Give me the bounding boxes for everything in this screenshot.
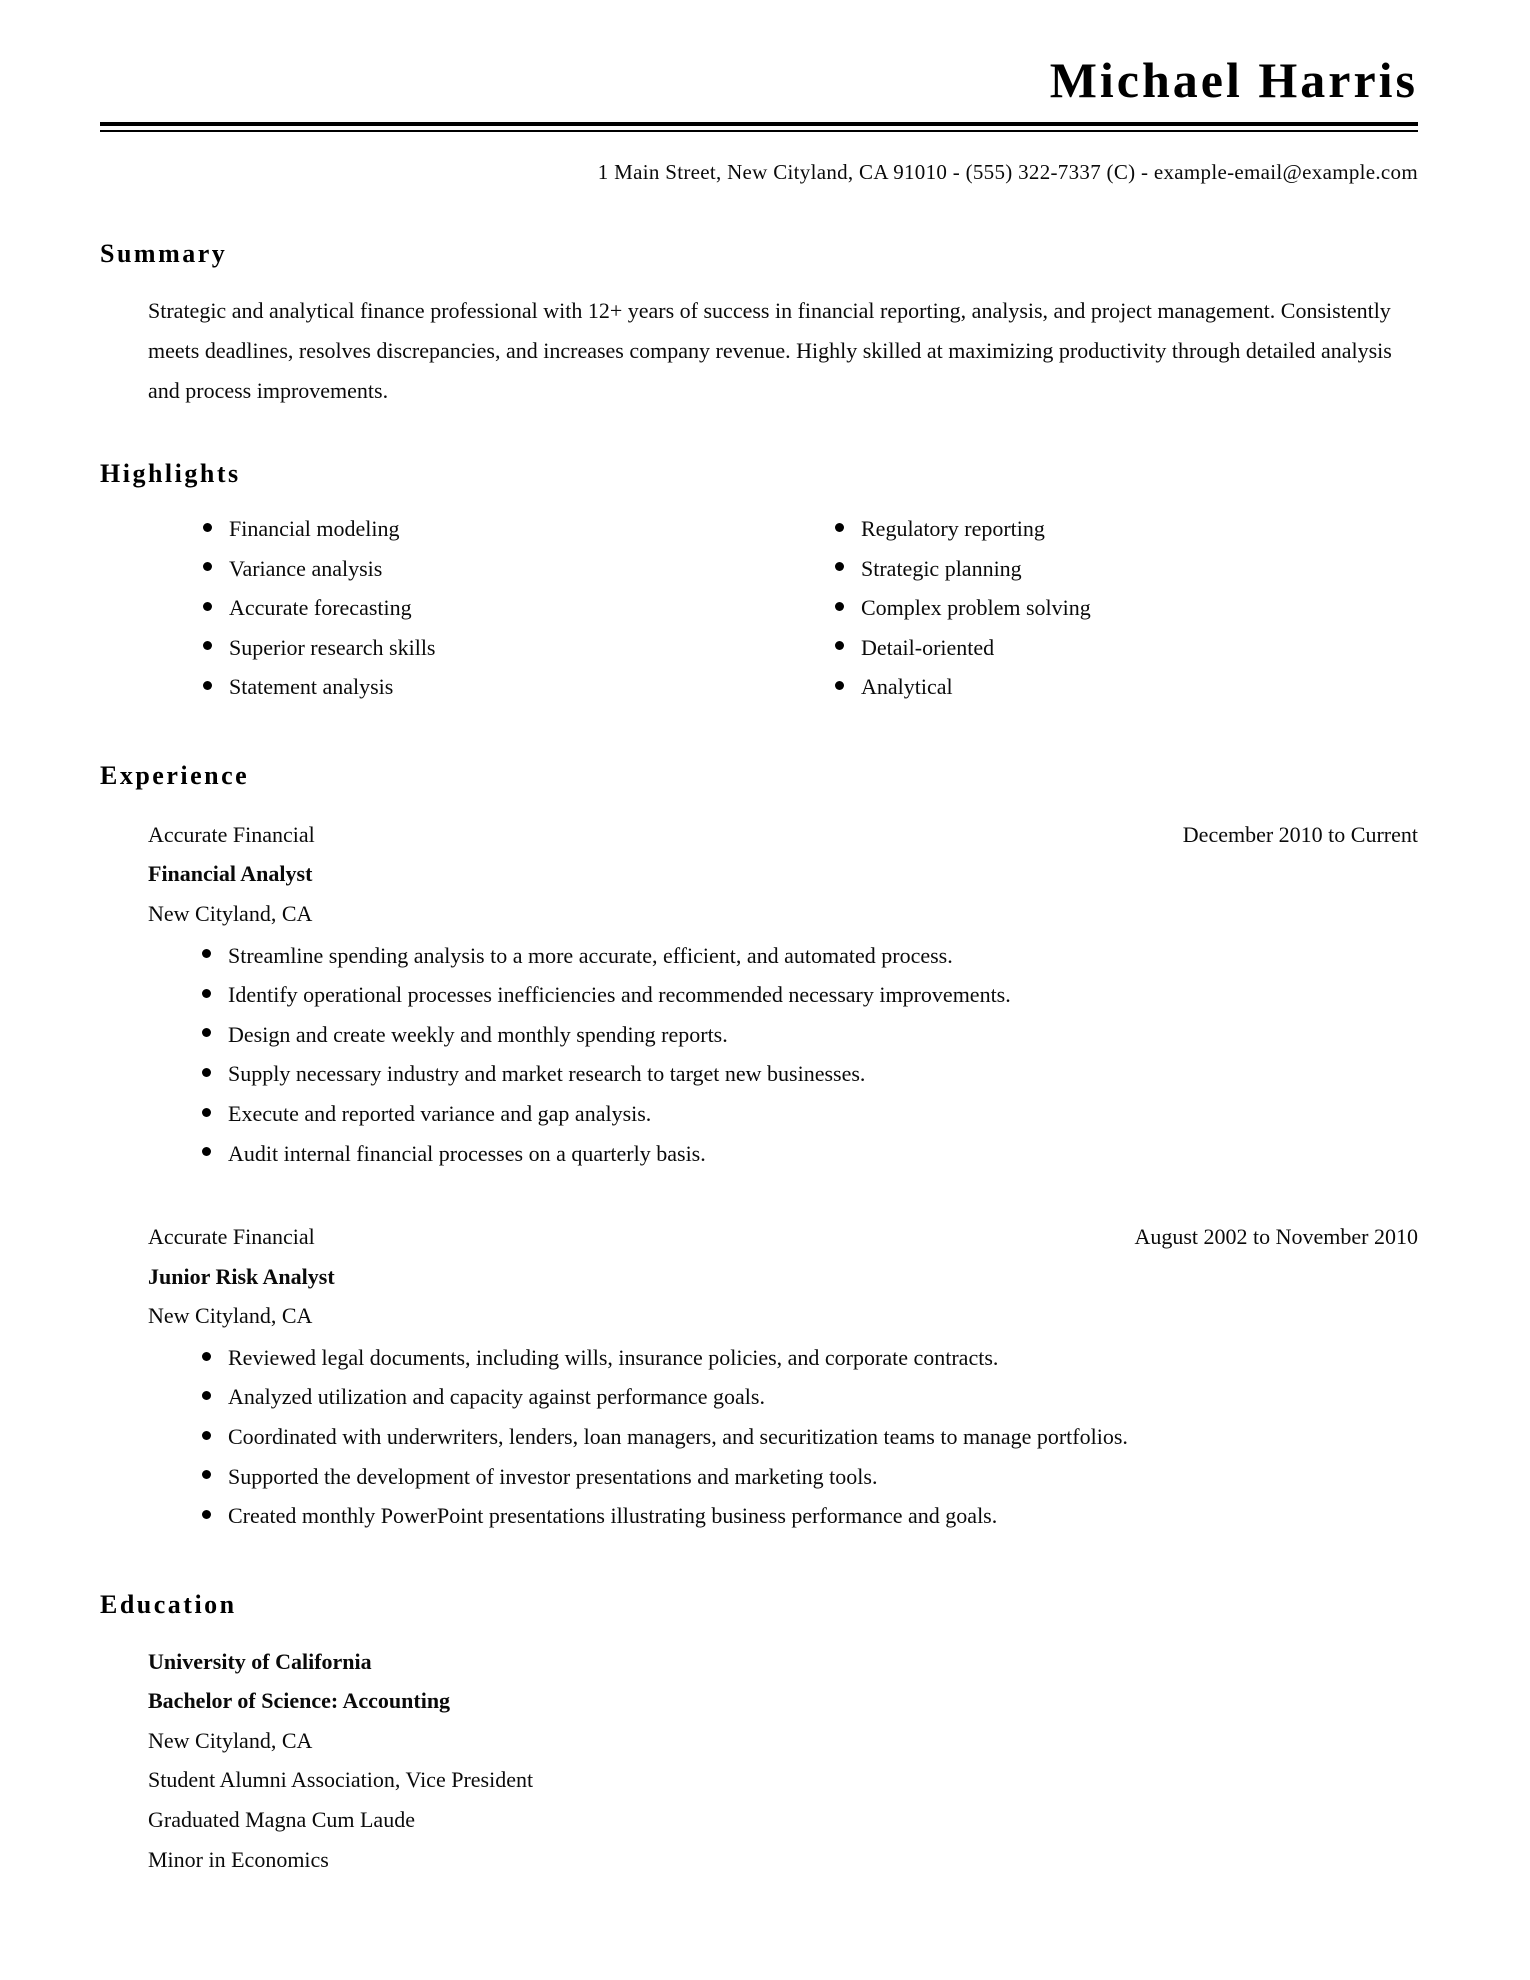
highlight-item: Analytical [827,667,1418,707]
job [148,815,1418,1173]
highlight-item: Regulatory reporting [827,509,1418,549]
education-location: New Cityland, CA [148,1727,313,1753]
job-bullet: Created monthly PowerPoint presentations illustrating business performance and goals. [194,1496,1418,1536]
job-bullet: Streamline spending analysis to a more accurate, efficient, and automated process. [194,936,1418,976]
section-highlights [100,457,1418,707]
job-bullet: Supported the development of investor presentations and marketing tools. [194,1457,1418,1497]
job-bullet: Design and create weekly and monthly spending reports. [194,1015,1418,1055]
job-title: Financial Analyst [148,861,313,887]
highlights-columns [100,509,1418,707]
job-bullet: Reviewed legal documents, including wills, insurance policies, and corporate contracts. [194,1338,1418,1378]
summary-text: Strategic and analytical finance professional with 12+ years of success in financial reporting, analysis, and project management. Consistently meets deadlines, resolves discrepancies, and increases company revenue. Highly skilled at maximizing productivity through detailed analysis and process improvements. [148,298,1392,404]
highlight-item: Detail-oriented [827,628,1418,668]
highlight-item: Financial modeling [195,509,735,549]
job-bullets [194,936,1418,1174]
contact-line: 1 Main Street, New Cityland, CA 91010 - (555) 322-7337 (C) - example-email@example.com [597,159,1418,184]
highlights-list-right [827,509,1418,707]
job-bullet: Execute and reported variance and gap analysis. [194,1094,1418,1134]
job-dates: August 2002 to November 2010 [1134,1224,1418,1250]
job-bullet: Audit internal financial processes on a quarterly basis. [194,1134,1418,1174]
job-bullet: Identify operational processes inefficiencies and recommended necessary improvements. [194,975,1418,1015]
job-bullet: Coordinated with underwriters, lenders, loan managers, and securitization teams to manage portfolios. [194,1417,1418,1457]
resume-header [100,52,1418,191]
summary-heading: Summary [100,239,228,269]
highlight-item: Accurate forecasting [195,588,735,628]
highlight-item: Variance analysis [195,549,735,589]
highlight-item: Statement analysis [195,667,735,707]
job-title: Junior Risk Analyst [148,1263,335,1289]
job-bullets [194,1338,1418,1536]
highlights-heading: Highlights [100,459,241,489]
experience-heading: Experience [100,760,250,790]
education-detail: Minor in Economics [148,1846,329,1872]
job-location: New Cityland, CA [148,1303,313,1329]
education-entry [148,1642,1418,1880]
header-double-rule [100,122,1418,132]
job-location: New Cityland, CA [148,900,313,926]
job [148,1217,1418,1536]
highlights-list-left [195,509,735,707]
candidate-name: Michael Harris [1049,52,1418,108]
education-school: University of California [148,1648,372,1674]
highlight-item: Complex problem solving [827,588,1418,628]
highlight-item: Strategic planning [827,549,1418,589]
job-dates: December 2010 to Current [1182,821,1418,847]
section-summary [100,237,1418,411]
education-detail: Graduated Magna Cum Laude [148,1807,415,1833]
job-bullet: Analyzed utilization and capacity against performance goals. [194,1377,1418,1417]
job-company: Accurate Financial [148,1224,315,1250]
job-header [148,1217,1418,1257]
education-degree: Bachelor of Science: Accounting [148,1688,451,1714]
job-header [148,815,1418,855]
education-heading: Education [100,1589,237,1619]
education-detail: Student Alumni Association, Vice President [148,1767,534,1793]
section-experience [100,759,1418,1536]
job-bullet: Supply necessary industry and market research to target new businesses. [194,1054,1418,1094]
section-education [100,1588,1418,1879]
job-company: Accurate Financial [148,821,315,847]
highlight-item: Superior research skills [195,628,735,668]
